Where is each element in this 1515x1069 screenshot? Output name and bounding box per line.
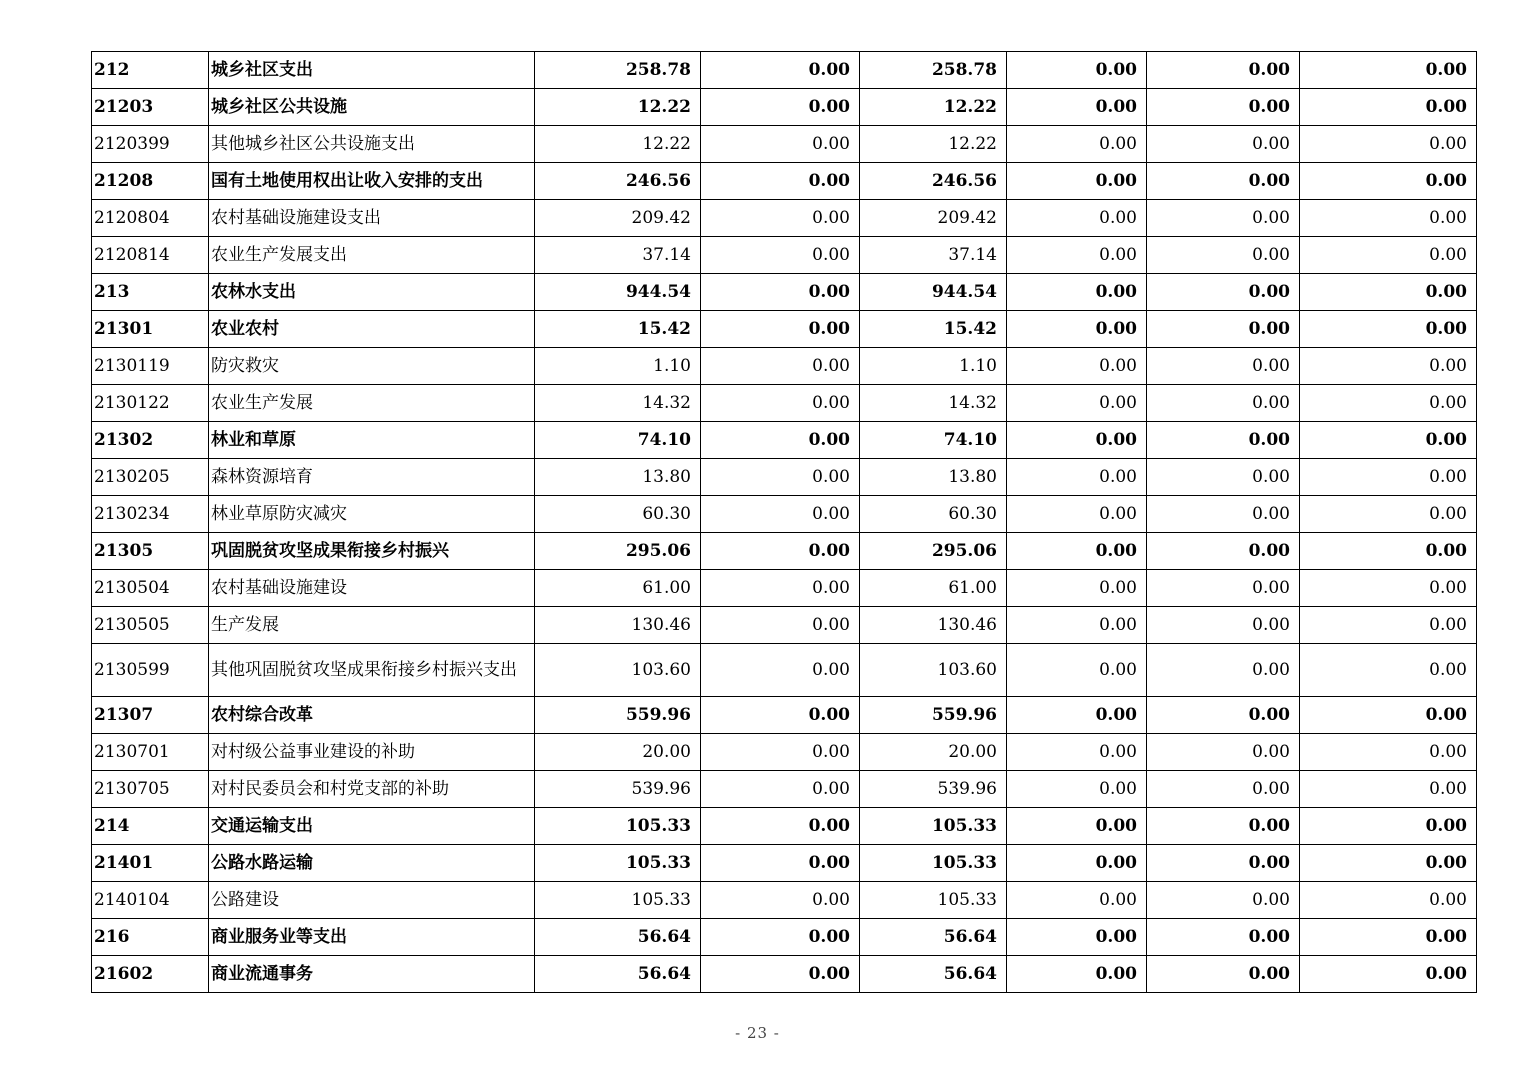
subject-code-cell: 2120814 (92, 237, 209, 274)
amount-cell: 295.06 (860, 533, 1007, 570)
amount-cell: 0.00 (1007, 956, 1147, 993)
amount-cell: 0.00 (1300, 385, 1477, 422)
table-row (92, 607, 1477, 644)
table-row (92, 459, 1477, 496)
subject-code-cell: 21203 (92, 89, 209, 126)
table-row (92, 644, 1477, 697)
amount-cell: 0.00 (1147, 459, 1300, 496)
amount-cell: 0.00 (1007, 126, 1147, 163)
table-row (92, 52, 1477, 89)
subject-code-cell: 21305 (92, 533, 209, 570)
amount-cell: 0.00 (1300, 163, 1477, 200)
table-row (92, 496, 1477, 533)
amount-cell: 12.22 (535, 89, 701, 126)
amount-cell: 0.00 (1147, 200, 1300, 237)
table-row (92, 845, 1477, 882)
subject-code-cell: 21302 (92, 422, 209, 459)
amount-cell: 74.10 (535, 422, 701, 459)
amount-cell: 0.00 (701, 422, 860, 459)
amount-cell: 0.00 (701, 533, 860, 570)
amount-cell: 209.42 (535, 200, 701, 237)
amount-cell: 0.00 (1007, 644, 1147, 697)
amount-cell: 56.64 (860, 919, 1007, 956)
amount-cell: 0.00 (1300, 89, 1477, 126)
table-body (92, 52, 1477, 993)
amount-cell: 0.00 (701, 882, 860, 919)
amount-cell: 14.32 (535, 385, 701, 422)
amount-cell: 0.00 (701, 808, 860, 845)
amount-cell: 12.22 (535, 126, 701, 163)
subject-code-cell: 213 (92, 274, 209, 311)
amount-cell: 0.00 (1300, 52, 1477, 89)
amount-cell: 0.00 (701, 385, 860, 422)
amount-cell: 60.30 (535, 496, 701, 533)
subject-code-cell: 2130205 (92, 459, 209, 496)
amount-cell: 0.00 (1007, 496, 1147, 533)
subject-code-cell: 2130505 (92, 607, 209, 644)
amount-cell: 0.00 (1007, 734, 1147, 771)
amount-cell: 0.00 (701, 311, 860, 348)
amount-cell: 0.00 (1300, 644, 1477, 697)
amount-cell: 1.10 (535, 348, 701, 385)
subject-name-cell: 对村级公益事业建设的补助 (209, 734, 535, 771)
amount-cell: 0.00 (1147, 771, 1300, 808)
subject-name-cell: 防灾救灾 (209, 348, 535, 385)
amount-cell: 1.10 (860, 348, 1007, 385)
amount-cell: 0.00 (1007, 771, 1147, 808)
amount-cell: 246.56 (535, 163, 701, 200)
amount-cell: 0.00 (1300, 771, 1477, 808)
amount-cell: 105.33 (535, 808, 701, 845)
amount-cell: 0.00 (1007, 607, 1147, 644)
amount-cell: 0.00 (701, 200, 860, 237)
amount-cell: 15.42 (535, 311, 701, 348)
subject-name-cell: 对村民委员会和村党支部的补助 (209, 771, 535, 808)
amount-cell: 13.80 (860, 459, 1007, 496)
amount-cell: 539.96 (535, 771, 701, 808)
table-row (92, 422, 1477, 459)
subject-code-cell: 21602 (92, 956, 209, 993)
subject-code-cell: 2130705 (92, 771, 209, 808)
amount-cell: 0.00 (1147, 274, 1300, 311)
amount-cell: 105.33 (535, 882, 701, 919)
amount-cell: 0.00 (1147, 126, 1300, 163)
subject-code-cell: 2130599 (92, 644, 209, 697)
amount-cell: 0.00 (701, 89, 860, 126)
amount-cell: 0.00 (1007, 348, 1147, 385)
amount-cell: 0.00 (1147, 882, 1300, 919)
amount-cell: 0.00 (701, 348, 860, 385)
amount-cell: 130.46 (860, 607, 1007, 644)
amount-cell: 105.33 (860, 808, 1007, 845)
amount-cell: 61.00 (860, 570, 1007, 607)
amount-cell: 0.00 (1147, 919, 1300, 956)
amount-cell: 0.00 (1007, 385, 1147, 422)
amount-cell: 0.00 (1300, 237, 1477, 274)
amount-cell: 0.00 (1007, 422, 1147, 459)
table-row (92, 882, 1477, 919)
amount-cell: 0.00 (1300, 845, 1477, 882)
amount-cell: 0.00 (1147, 533, 1300, 570)
table-row (92, 570, 1477, 607)
amount-cell: 0.00 (1300, 274, 1477, 311)
subject-code-cell: 2130234 (92, 496, 209, 533)
page-number: - 23 - (735, 1024, 780, 1042)
amount-cell: 0.00 (701, 644, 860, 697)
amount-cell: 0.00 (1147, 570, 1300, 607)
amount-cell: 0.00 (701, 52, 860, 89)
amount-cell: 0.00 (1300, 607, 1477, 644)
amount-cell: 0.00 (1147, 607, 1300, 644)
amount-cell: 559.96 (860, 697, 1007, 734)
subject-code-cell: 2120399 (92, 126, 209, 163)
amount-cell: 0.00 (701, 274, 860, 311)
amount-cell: 103.60 (860, 644, 1007, 697)
subject-name-cell: 农村综合改革 (209, 697, 535, 734)
amount-cell: 56.64 (860, 956, 1007, 993)
amount-cell: 20.00 (860, 734, 1007, 771)
subject-name-cell: 农林水支出 (209, 274, 535, 311)
amount-cell: 0.00 (701, 126, 860, 163)
amount-cell: 0.00 (701, 570, 860, 607)
amount-cell: 0.00 (1007, 311, 1147, 348)
table-row (92, 311, 1477, 348)
subject-name-cell: 商业流通事务 (209, 956, 535, 993)
amount-cell: 56.64 (535, 956, 701, 993)
table-row (92, 808, 1477, 845)
subject-code-cell: 2140104 (92, 882, 209, 919)
amount-cell: 539.96 (860, 771, 1007, 808)
amount-cell: 15.42 (860, 311, 1007, 348)
amount-cell: 0.00 (701, 607, 860, 644)
amount-cell: 0.00 (1007, 570, 1147, 607)
amount-cell: 0.00 (1007, 237, 1147, 274)
amount-cell: 37.14 (535, 237, 701, 274)
amount-cell: 0.00 (1007, 163, 1147, 200)
subject-name-cell: 生产发展 (209, 607, 535, 644)
amount-cell: 0.00 (701, 956, 860, 993)
amount-cell: 0.00 (1007, 697, 1147, 734)
subject-name-cell: 国有土地使用权出让收入安排的支出 (209, 163, 535, 200)
subject-name-cell: 农业生产发展支出 (209, 237, 535, 274)
amount-cell: 0.00 (1007, 808, 1147, 845)
amount-cell: 0.00 (1147, 956, 1300, 993)
amount-cell: 0.00 (701, 771, 860, 808)
amount-cell: 105.33 (860, 845, 1007, 882)
amount-cell: 0.00 (1300, 919, 1477, 956)
amount-cell: 0.00 (1147, 845, 1300, 882)
table-row (92, 237, 1477, 274)
table-row (92, 348, 1477, 385)
table-row (92, 126, 1477, 163)
subject-name-cell: 农村基础设施建设支出 (209, 200, 535, 237)
table-row (92, 919, 1477, 956)
subject-code-cell: 2120804 (92, 200, 209, 237)
amount-cell: 0.00 (1300, 311, 1477, 348)
amount-cell: 0.00 (701, 734, 860, 771)
table-row (92, 956, 1477, 993)
amount-cell: 0.00 (1300, 956, 1477, 993)
amount-cell: 0.00 (701, 163, 860, 200)
subject-code-cell: 21401 (92, 845, 209, 882)
amount-cell: 0.00 (1300, 200, 1477, 237)
amount-cell: 0.00 (1147, 311, 1300, 348)
amount-cell: 60.30 (860, 496, 1007, 533)
amount-cell: 0.00 (1300, 808, 1477, 845)
subject-name-cell: 城乡社区支出 (209, 52, 535, 89)
table-row (92, 734, 1477, 771)
subject-name-cell: 林业草原防灾减灾 (209, 496, 535, 533)
subject-name-cell: 公路水路运输 (209, 845, 535, 882)
amount-cell: 0.00 (1300, 459, 1477, 496)
amount-cell: 258.78 (535, 52, 701, 89)
subject-name-cell: 其他城乡社区公共设施支出 (209, 126, 535, 163)
subject-name-cell: 林业和草原 (209, 422, 535, 459)
amount-cell: 0.00 (1300, 882, 1477, 919)
subject-code-cell: 21307 (92, 697, 209, 734)
amount-cell: 0.00 (1007, 459, 1147, 496)
amount-cell: 0.00 (1147, 237, 1300, 274)
amount-cell: 12.22 (860, 126, 1007, 163)
amount-cell: 14.32 (860, 385, 1007, 422)
subject-name-cell: 城乡社区公共设施 (209, 89, 535, 126)
subject-name-cell: 森林资源培育 (209, 459, 535, 496)
table-row (92, 533, 1477, 570)
budget-expenditure-table (91, 51, 1477, 993)
amount-cell: 0.00 (1007, 200, 1147, 237)
amount-cell: 559.96 (535, 697, 701, 734)
subject-code-cell: 21208 (92, 163, 209, 200)
amount-cell: 0.00 (1300, 422, 1477, 459)
table-row (92, 274, 1477, 311)
amount-cell: 105.33 (535, 845, 701, 882)
amount-cell: 0.00 (1147, 163, 1300, 200)
amount-cell: 0.00 (1147, 496, 1300, 533)
table-row (92, 89, 1477, 126)
amount-cell: 105.33 (860, 882, 1007, 919)
amount-cell: 0.00 (1147, 697, 1300, 734)
subject-name-cell: 农业生产发展 (209, 385, 535, 422)
table-row (92, 163, 1477, 200)
amount-cell: 0.00 (1147, 644, 1300, 697)
amount-cell: 37.14 (860, 237, 1007, 274)
subject-name-cell: 其他巩固脱贫攻坚成果衔接乡村振兴支出 (209, 644, 535, 697)
amount-cell: 0.00 (1147, 422, 1300, 459)
amount-cell: 130.46 (535, 607, 701, 644)
subject-code-cell: 212 (92, 52, 209, 89)
amount-cell: 0.00 (1007, 919, 1147, 956)
amount-cell: 12.22 (860, 89, 1007, 126)
amount-cell: 0.00 (1007, 52, 1147, 89)
amount-cell: 13.80 (535, 459, 701, 496)
table-row (92, 771, 1477, 808)
subject-code-cell: 214 (92, 808, 209, 845)
subject-code-cell: 216 (92, 919, 209, 956)
subject-code-cell: 21301 (92, 311, 209, 348)
amount-cell: 0.00 (1300, 496, 1477, 533)
table-row (92, 697, 1477, 734)
amount-cell: 0.00 (1300, 570, 1477, 607)
amount-cell: 0.00 (1300, 734, 1477, 771)
amount-cell: 0.00 (1147, 89, 1300, 126)
subject-code-cell: 2130122 (92, 385, 209, 422)
amount-cell: 0.00 (701, 237, 860, 274)
amount-cell: 0.00 (1300, 697, 1477, 734)
subject-code-cell: 2130701 (92, 734, 209, 771)
subject-name-cell: 巩固脱贫攻坚成果衔接乡村振兴 (209, 533, 535, 570)
amount-cell: 0.00 (1300, 126, 1477, 163)
subject-code-cell: 2130504 (92, 570, 209, 607)
subject-name-cell: 商业服务业等支出 (209, 919, 535, 956)
table-row (92, 385, 1477, 422)
subject-name-cell: 公路建设 (209, 882, 535, 919)
amount-cell: 61.00 (535, 570, 701, 607)
subject-code-cell: 2130119 (92, 348, 209, 385)
amount-cell: 944.54 (860, 274, 1007, 311)
amount-cell: 0.00 (1007, 274, 1147, 311)
amount-cell: 74.10 (860, 422, 1007, 459)
amount-cell: 0.00 (701, 697, 860, 734)
table-row (92, 200, 1477, 237)
amount-cell: 0.00 (1007, 845, 1147, 882)
amount-cell: 56.64 (535, 919, 701, 956)
amount-cell: 246.56 (860, 163, 1007, 200)
subject-name-cell: 农村基础设施建设 (209, 570, 535, 607)
amount-cell: 0.00 (1147, 52, 1300, 89)
amount-cell: 0.00 (701, 845, 860, 882)
amount-cell: 0.00 (1007, 882, 1147, 919)
amount-cell: 0.00 (1300, 348, 1477, 385)
amount-cell: 0.00 (1147, 385, 1300, 422)
amount-cell: 0.00 (701, 919, 860, 956)
amount-cell: 0.00 (1147, 348, 1300, 385)
amount-cell: 209.42 (860, 200, 1007, 237)
amount-cell: 258.78 (860, 52, 1007, 89)
amount-cell: 295.06 (535, 533, 701, 570)
subject-name-cell: 交通运输支出 (209, 808, 535, 845)
amount-cell: 0.00 (1007, 89, 1147, 126)
amount-cell: 0.00 (701, 496, 860, 533)
amount-cell: 0.00 (1007, 533, 1147, 570)
amount-cell: 20.00 (535, 734, 701, 771)
amount-cell: 0.00 (1147, 808, 1300, 845)
amount-cell: 0.00 (701, 459, 860, 496)
amount-cell: 0.00 (1300, 533, 1477, 570)
amount-cell: 944.54 (535, 274, 701, 311)
amount-cell: 103.60 (535, 644, 701, 697)
amount-cell: 0.00 (1147, 734, 1300, 771)
subject-name-cell: 农业农村 (209, 311, 535, 348)
